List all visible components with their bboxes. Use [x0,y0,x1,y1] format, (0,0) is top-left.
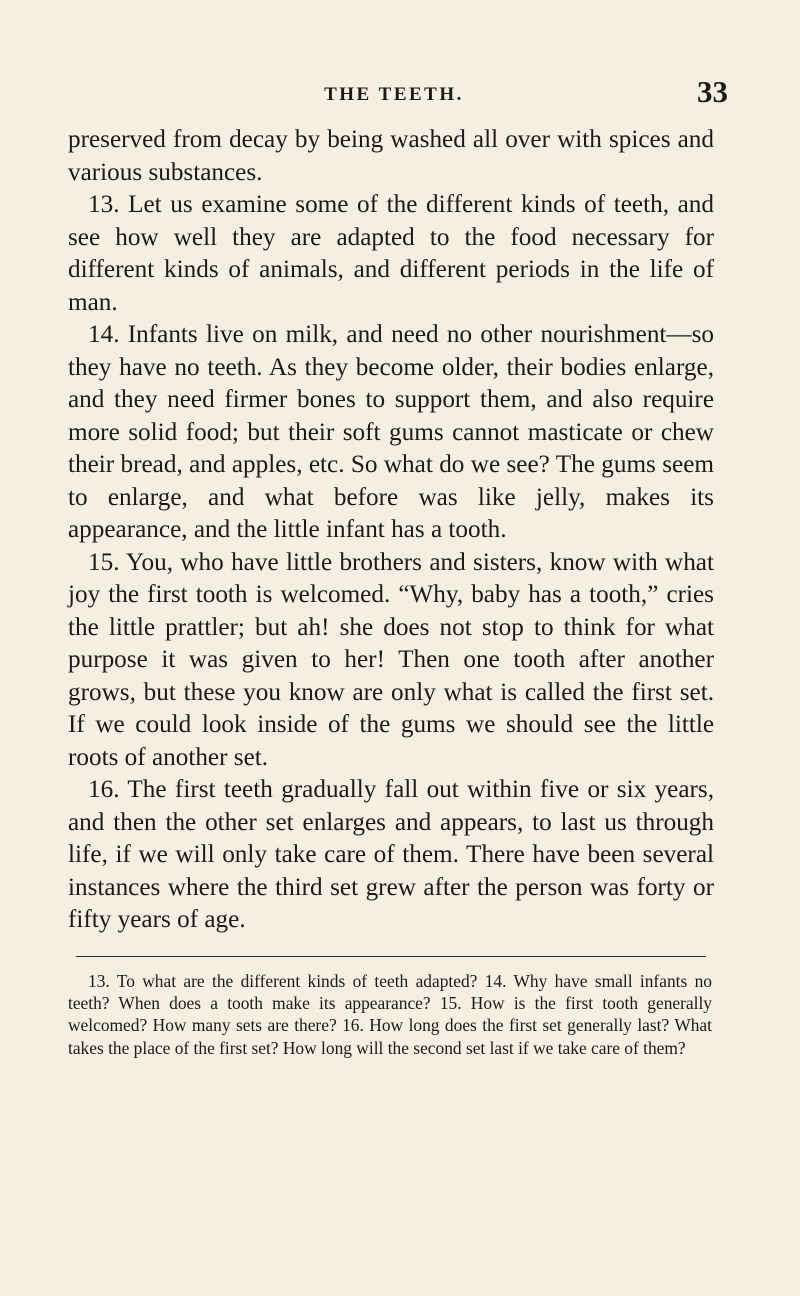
paragraph-13: 13. Let us examine some of the different kinds of teeth, and see how well they are adapted to the food necessary for different kinds of animals, and different periods in the life of man. [68,191,714,316]
running-head: THE TEETH. [324,84,464,105]
paragraph-15: 15. You, who have little brothers and sisters, know with what joy the first tooth is welcomed. “Why, baby has a tooth,” cries the little prattler; but ah! she does not stop to think for what purpose it was given to her! Then one tooth after another grows, but these you know are only what is called the first set. If we could look inside of the gums we should see the little roots of another set. [68,548,714,771]
question-block: 13. To what are the different kinds of teeth adapted? 14. Why have small infants no teeth? When does a tooth make its appearance? 15. How is the first tooth generally welcomed? How many sets are there? 16. How long does the first set generally last? What takes the place of the first set? How long will the second set last if we take care of them? [68,971,712,1058]
body-text [68,124,714,937]
continuation-paragraph: preserved from decay by being washed all over with spices and various substances. [68,126,714,186]
page-number: 33 [697,74,728,109]
footnote-questions [68,970,712,1059]
footnote-divider [76,956,706,957]
page-header [68,74,728,114]
paragraph-16: 16. The first teeth gradually fall out within five or six years, and then the other set enlarges and appears, to last us through life, if we will only take care of them. There have been several instances where the third set grew after the person was forty or fifty years of age. [68,776,714,933]
paragraph-14: 14. Infants live on milk, and need no other nourishment—so they have no teeth. As they become older, their bodies enlarge, and they need firmer bones to support them, and also require more solid food; but their soft gums cannot masticate or chew their bread, and apples, etc. So what do we see? The gums seem to enlarge, and what before was like jelly, makes its appearance, and the little infant has a tooth. [68,321,714,543]
